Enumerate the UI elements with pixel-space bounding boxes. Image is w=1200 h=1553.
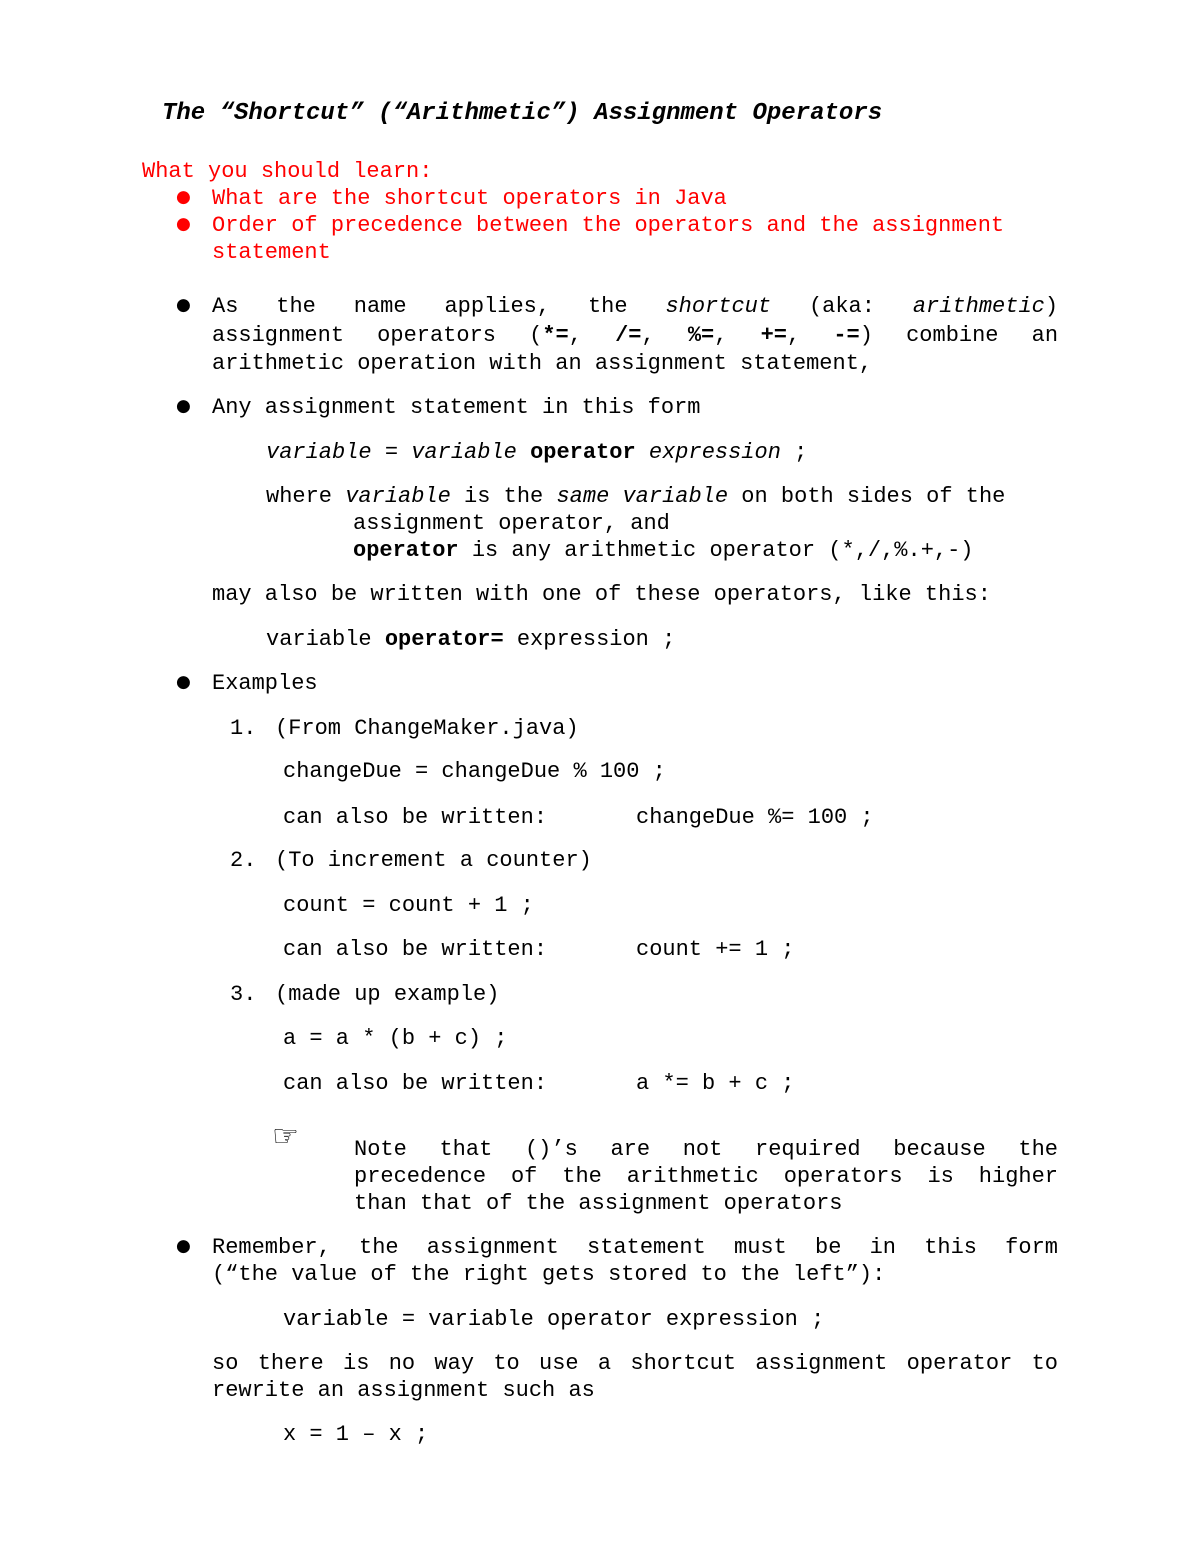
word: name xyxy=(353,294,407,319)
where-line: assignment operator, and xyxy=(353,511,670,536)
word: the xyxy=(276,294,316,319)
example-code: changeDue = changeDue % 100 ; xyxy=(283,759,666,784)
operator-group xyxy=(761,323,801,348)
operator: %= xyxy=(687,323,715,348)
learn-heading: What you should learn: xyxy=(142,159,433,184)
learn-item: What are the shortcut operators in Java xyxy=(212,186,727,211)
word: (aka: xyxy=(808,294,875,319)
text: on both sides of the xyxy=(728,484,1006,509)
paren: ) xyxy=(1044,294,1059,319)
text: where xyxy=(266,484,346,509)
example-also: can also be written: xyxy=(283,805,548,830)
word: assignment xyxy=(212,323,345,348)
word: combine xyxy=(906,323,999,348)
paragraph-line: Remember, the assignment statement must be in this form xyxy=(212,1235,1058,1260)
paragraph-line: (“the value of the right gets stored to the left”): xyxy=(212,1262,886,1287)
paragraph-line: rewrite an assignment such as xyxy=(212,1378,595,1403)
form-variable: variable xyxy=(266,440,372,465)
term-arithmetic: arithmetic xyxy=(912,294,1045,319)
operator-group xyxy=(688,323,728,348)
example-number: 3. xyxy=(230,982,257,1007)
example-number: 1. xyxy=(230,716,257,741)
bullet-icon: ● xyxy=(176,396,191,416)
paragraph-line xyxy=(212,322,1058,349)
examples-label: Examples xyxy=(212,671,318,696)
shortcut-operator: operator= xyxy=(384,627,504,652)
operator-group xyxy=(833,323,873,348)
where-line xyxy=(353,537,974,564)
form-variable: variable xyxy=(411,440,517,465)
word: applies, xyxy=(444,294,551,319)
learn-item: statement xyxy=(212,240,331,265)
example-also: can also be written: xyxy=(283,937,548,962)
example-title: (From ChangeMaker.java) xyxy=(275,716,579,741)
paragraph-line: so there is no way to use a shortcut assignment operator to xyxy=(212,1351,1058,1376)
note-line: Note that ()’s are not required because the xyxy=(354,1137,1058,1162)
paren: ) xyxy=(859,323,873,348)
example-shortcut: count += 1 ; xyxy=(636,937,795,962)
operator: /= xyxy=(615,323,642,348)
where-line xyxy=(266,483,1005,510)
comma: , xyxy=(641,323,655,348)
equals: = xyxy=(371,440,412,465)
learn-item: Order of precedence between the operators and the assignment xyxy=(212,213,1005,238)
remember-example: x = 1 – x ; xyxy=(283,1422,429,1447)
bullet-icon: ● xyxy=(176,295,191,315)
example-shortcut: changeDue %= 100 ; xyxy=(636,805,874,830)
page-title: The “Shortcut” (“Arithmetic”) Assignment Operators xyxy=(162,100,883,127)
term-variable: variable xyxy=(345,484,451,509)
term-same: same xyxy=(556,484,610,509)
bullet-icon: ● xyxy=(176,187,191,207)
word: As xyxy=(212,294,239,319)
text: variable xyxy=(266,627,385,652)
text: is any arithmetic operator (*,/,%.+,-) xyxy=(458,538,974,563)
term-operator: operator xyxy=(353,538,459,563)
comma: , xyxy=(714,323,728,348)
remember-code: variable = variable operator expression ; xyxy=(283,1307,825,1332)
paragraph-line: Any assignment statement in this form xyxy=(212,395,701,420)
example-code: count = count + 1 ; xyxy=(283,893,534,918)
paren: ( xyxy=(529,323,543,348)
bullet-icon: ● xyxy=(176,672,191,692)
example-code: a = a * (b + c) ; xyxy=(283,1026,508,1051)
paragraph-line xyxy=(212,293,1058,320)
paragraph-line: may also be written with one of these operators, like this: xyxy=(212,582,991,607)
space xyxy=(517,440,530,465)
form-expression: expression xyxy=(648,440,781,465)
text: expression ; xyxy=(503,627,676,652)
example-number: 2. xyxy=(230,848,257,873)
shortcut-form xyxy=(266,626,675,653)
note-line: than that of the assignment operators xyxy=(354,1191,843,1216)
paragraph-line: arithmetic operation with an assignment statement, xyxy=(212,351,873,376)
form-operator: operator xyxy=(530,440,636,465)
bullet-icon: ● xyxy=(176,214,191,234)
operator-group xyxy=(615,323,655,348)
text: is the xyxy=(450,484,557,509)
word: the xyxy=(587,294,628,319)
example-title: (To increment a counter) xyxy=(275,848,592,873)
term-shortcut: shortcut xyxy=(665,294,772,319)
comma: , xyxy=(787,323,801,348)
word: operators xyxy=(377,323,496,348)
operator: *= xyxy=(542,323,569,348)
example-shortcut: a *= b + c ; xyxy=(636,1071,795,1096)
term-variable: variable xyxy=(622,484,729,509)
space xyxy=(609,484,622,509)
example-also: can also be written: xyxy=(283,1071,548,1096)
operator: += xyxy=(760,323,787,348)
semicolon: ; xyxy=(780,440,808,465)
note-line: precedence of the arithmetic operators is higher xyxy=(354,1164,1058,1189)
word: an xyxy=(1031,323,1059,348)
general-form xyxy=(266,439,807,466)
operator-group xyxy=(529,323,582,348)
comma: , xyxy=(568,323,582,348)
space xyxy=(636,440,649,465)
bullet-icon: ● xyxy=(176,1236,191,1256)
example-title: (made up example) xyxy=(275,982,500,1007)
pointing-hand-icon: ☞ xyxy=(272,1119,299,1154)
term-arithmetic-group xyxy=(913,294,1058,319)
operator: -= xyxy=(833,323,860,348)
